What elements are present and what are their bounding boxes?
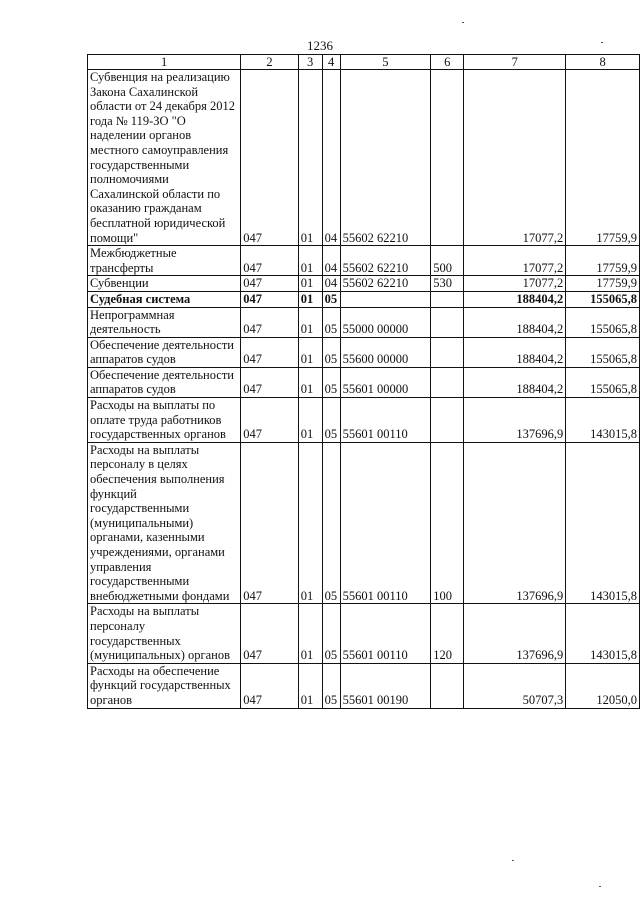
row-target-article-cell: 55602 62210 bbox=[340, 70, 431, 246]
row-code-cell: 047 bbox=[241, 307, 298, 337]
row-name-cell: Судебная система bbox=[88, 291, 241, 307]
row-amount-col7-cell: 188404,2 bbox=[464, 367, 566, 397]
row-subsection-cell: 04 bbox=[322, 276, 340, 292]
row-subsection-cell: 05 bbox=[322, 604, 340, 663]
row-target-article-cell: 55602 62210 bbox=[340, 276, 431, 292]
row-code-cell: 047 bbox=[241, 291, 298, 307]
row-amount-col7-cell: 137696,9 bbox=[464, 604, 566, 663]
row-expense-type-cell bbox=[431, 367, 464, 397]
row-amount-col8-cell: 143015,8 bbox=[566, 604, 640, 663]
row-section-cell: 01 bbox=[298, 604, 322, 663]
row-expense-type-cell bbox=[431, 398, 464, 443]
row-section-cell: 01 bbox=[298, 442, 322, 604]
row-amount-col7-cell: 17077,2 bbox=[464, 246, 566, 276]
row-section-cell: 01 bbox=[298, 398, 322, 443]
row-amount-col8-cell: 17759,9 bbox=[566, 70, 640, 246]
row-amount-col8-cell: 143015,8 bbox=[566, 398, 640, 443]
scan-speck bbox=[601, 42, 603, 43]
table-row bbox=[88, 70, 640, 246]
column-header: 7 bbox=[464, 55, 566, 70]
row-subsection-cell: 05 bbox=[322, 367, 340, 397]
row-subsection-cell: 05 bbox=[322, 307, 340, 337]
row-code-cell: 047 bbox=[241, 663, 298, 708]
budget-table bbox=[87, 54, 640, 709]
row-name-cell: Субвенции bbox=[88, 276, 241, 292]
row-expense-type-cell bbox=[431, 663, 464, 708]
row-subsection-cell: 05 bbox=[322, 337, 340, 367]
table-row bbox=[88, 337, 640, 367]
column-header: 3 bbox=[298, 55, 322, 70]
row-amount-col8-cell: 12050,0 bbox=[566, 663, 640, 708]
row-amount-col8-cell: 17759,9 bbox=[566, 246, 640, 276]
row-expense-type-cell: 530 bbox=[431, 276, 464, 292]
row-amount-col8-cell: 155065,8 bbox=[566, 367, 640, 397]
row-target-article-cell bbox=[340, 291, 431, 307]
row-target-article-cell: 55601 00110 bbox=[340, 398, 431, 443]
scan-speck bbox=[512, 860, 514, 861]
row-code-cell: 047 bbox=[241, 442, 298, 604]
row-name-cell: Расходы на выплаты по оплате труда работников государственных органов bbox=[88, 398, 241, 443]
row-subsection-cell: 05 bbox=[322, 663, 340, 708]
row-amount-col8-cell: 155065,8 bbox=[566, 337, 640, 367]
row-amount-col7-cell: 137696,9 bbox=[464, 442, 566, 604]
row-subsection-cell: 05 bbox=[322, 291, 340, 307]
table-row bbox=[88, 307, 640, 337]
row-amount-col7-cell: 188404,2 bbox=[464, 291, 566, 307]
row-target-article-cell: 55000 00000 bbox=[340, 307, 431, 337]
column-header: 2 bbox=[241, 55, 298, 70]
table-row bbox=[88, 246, 640, 276]
row-amount-col7-cell: 17077,2 bbox=[464, 70, 566, 246]
row-expense-type-cell bbox=[431, 291, 464, 307]
row-section-cell: 01 bbox=[298, 663, 322, 708]
row-subsection-cell: 04 bbox=[322, 246, 340, 276]
row-name-cell: Расходы на обеспечение функций государственных органов bbox=[88, 663, 241, 708]
table-row bbox=[88, 398, 640, 443]
table-header-row bbox=[88, 55, 640, 70]
row-expense-type-cell: 500 bbox=[431, 246, 464, 276]
row-name-cell: Непрограммная деятельность bbox=[88, 307, 241, 337]
row-target-article-cell: 55601 00110 bbox=[340, 442, 431, 604]
row-amount-col8-cell: 155065,8 bbox=[566, 307, 640, 337]
row-amount-col7-cell: 50707,3 bbox=[464, 663, 566, 708]
page-number: 1236 bbox=[307, 38, 333, 53]
row-name-cell: Субвенция на реализацию Закона Сахалинской области от 24 декабря 2012 года № 119-ЗО "О наделении органов местного самоуправления государственными полномочиями Сахалинской области по оказанию гражданам бесплатной юридической помощи" bbox=[88, 70, 241, 246]
row-section-cell: 01 bbox=[298, 70, 322, 246]
row-amount-col7-cell: 188404,2 bbox=[464, 337, 566, 367]
row-expense-type-cell bbox=[431, 70, 464, 246]
row-section-cell: 01 bbox=[298, 307, 322, 337]
row-amount-col8-cell: 143015,8 bbox=[566, 442, 640, 604]
column-header: 4 bbox=[322, 55, 340, 70]
table-row bbox=[88, 276, 640, 292]
row-target-article-cell: 55602 62210 bbox=[340, 246, 431, 276]
row-code-cell: 047 bbox=[241, 604, 298, 663]
scan-speck bbox=[599, 886, 601, 887]
row-target-article-cell: 55600 00000 bbox=[340, 337, 431, 367]
row-amount-col7-cell: 17077,2 bbox=[464, 276, 566, 292]
row-section-cell: 01 bbox=[298, 246, 322, 276]
column-header: 8 bbox=[566, 55, 640, 70]
row-target-article-cell: 55601 00110 bbox=[340, 604, 431, 663]
row-name-cell: Обеспечение деятельности аппаратов судов bbox=[88, 367, 241, 397]
table-row bbox=[88, 442, 640, 604]
row-code-cell: 047 bbox=[241, 70, 298, 246]
row-name-cell: Расходы на выплаты персоналу в целях обеспечения выполнения функций государственными (муниципальными) органами, казенными учреждениями, органами управления государственными внебюджетными фондами bbox=[88, 442, 241, 604]
row-target-article-cell: 55601 00000 bbox=[340, 367, 431, 397]
table-row bbox=[88, 663, 640, 708]
row-section-cell: 01 bbox=[298, 367, 322, 397]
row-name-cell: Расходы на выплаты персоналу государственных (муниципальных) органов bbox=[88, 604, 241, 663]
row-code-cell: 047 bbox=[241, 367, 298, 397]
row-expense-type-cell: 100 bbox=[431, 442, 464, 604]
row-target-article-cell: 55601 00190 bbox=[340, 663, 431, 708]
row-expense-type-cell bbox=[431, 307, 464, 337]
row-subsection-cell: 04 bbox=[322, 70, 340, 246]
row-name-cell: Обеспечение деятельности аппаратов судов bbox=[88, 337, 241, 367]
row-code-cell: 047 bbox=[241, 246, 298, 276]
column-header: 6 bbox=[431, 55, 464, 70]
table-row bbox=[88, 291, 640, 307]
row-code-cell: 047 bbox=[241, 276, 298, 292]
column-header: 5 bbox=[340, 55, 431, 70]
row-amount-col8-cell: 155065,8 bbox=[566, 291, 640, 307]
row-amount-col8-cell: 17759,9 bbox=[566, 276, 640, 292]
row-code-cell: 047 bbox=[241, 398, 298, 443]
row-code-cell: 047 bbox=[241, 337, 298, 367]
row-name-cell: Межбюджетные трансферты bbox=[88, 246, 241, 276]
row-section-cell: 01 bbox=[298, 337, 322, 367]
row-amount-col7-cell: 137696,9 bbox=[464, 398, 566, 443]
row-section-cell: 01 bbox=[298, 276, 322, 292]
row-expense-type-cell bbox=[431, 337, 464, 367]
row-amount-col7-cell: 188404,2 bbox=[464, 307, 566, 337]
row-expense-type-cell: 120 bbox=[431, 604, 464, 663]
column-header: 1 bbox=[88, 55, 241, 70]
row-subsection-cell: 05 bbox=[322, 442, 340, 604]
row-subsection-cell: 05 bbox=[322, 398, 340, 443]
scan-speck bbox=[462, 22, 464, 23]
table-row bbox=[88, 604, 640, 663]
table-row bbox=[88, 367, 640, 397]
row-section-cell: 01 bbox=[298, 291, 322, 307]
